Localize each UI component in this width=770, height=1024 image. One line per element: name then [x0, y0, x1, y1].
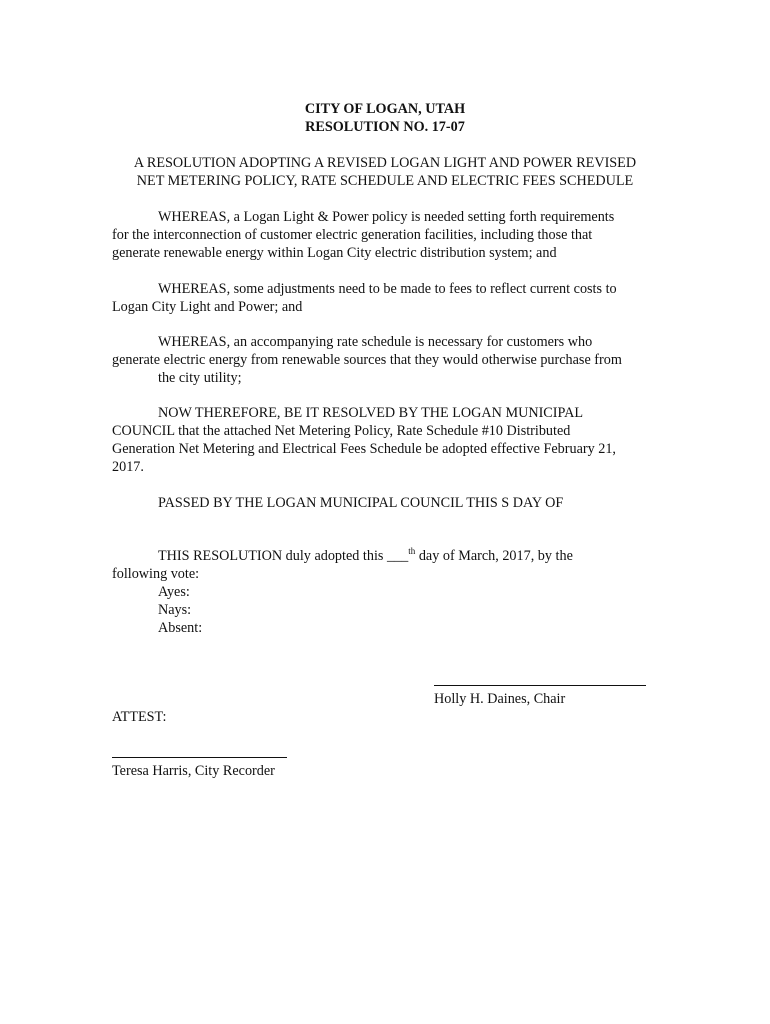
city-heading: CITY OF LOGAN, UTAH	[304, 101, 466, 117]
whereas-2-line-1: WHEREAS, some adjustments need to be made to fees to reflect current costs to	[158, 281, 617, 297]
whereas-1-line-3: generate renewable energy within Logan City electric distribution system; and	[112, 245, 557, 261]
resolved-line-4: 2017.	[112, 459, 144, 475]
resolved-line-1: NOW THEREFORE, BE IT RESOLVED BY THE LOGAN MUNICIPAL	[158, 405, 583, 421]
vote-nays: Nays:	[158, 602, 192, 618]
adoption-text-before-blank: THIS RESOLUTION duly adopted this ___	[158, 548, 409, 564]
vote-absent: Absent:	[158, 620, 203, 636]
resolved-line-2: COUNCIL that the attached Net Metering Policy, Rate Schedule #10 Distributed	[112, 423, 571, 439]
recorder-signature-name: Teresa Harris, City Recorder	[112, 763, 275, 779]
whereas-1-line-2: for the interconnection of customer electric generation facilities, including those that	[112, 227, 593, 243]
recorder-signature-line	[112, 757, 287, 758]
whereas-3-line-3: the city utility;	[158, 370, 242, 386]
attest-label: ATTEST:	[112, 709, 167, 725]
whereas-3-line-2: generate electric energy from renewable sources that they would otherwise purchase from	[112, 352, 622, 368]
chair-signature-name: Holly H. Daines, Chair	[434, 691, 566, 707]
vote-ayes: Ayes:	[158, 584, 190, 600]
resolution-number: RESOLUTION NO. 17-07	[305, 119, 465, 135]
resolution-title-line-2: NET METERING POLICY, RATE SCHEDULE AND ELECTRIC FEES SCHEDULE	[136, 173, 634, 189]
resolution-title-line-1: A RESOLUTION ADOPTING A REVISED LOGAN LIGHT AND POWER REVISED	[133, 155, 637, 171]
resolved-line-3: Generation Net Metering and Electrical Fees Schedule be adopted effective February 21,	[112, 441, 616, 457]
adoption-text-after-blank: day of March, 2017, by the	[415, 548, 573, 564]
whereas-3-line-1: WHEREAS, an accompanying rate schedule is necessary for customers who	[158, 334, 593, 350]
adoption-ordinal-superscript: th	[408, 546, 416, 556]
passed-line: PASSED BY THE LOGAN MUNICIPAL COUNCIL THIS S DAY OF	[158, 495, 564, 511]
whereas-2-line-2: Logan City Light and Power; and	[112, 299, 303, 315]
adoption-line-1	[158, 547, 573, 565]
adoption-line-2: following vote:	[112, 566, 200, 582]
whereas-1-line-1: WHEREAS, a Logan Light & Power policy is needed setting forth requirements	[158, 209, 615, 225]
chair-signature-line	[434, 685, 646, 686]
